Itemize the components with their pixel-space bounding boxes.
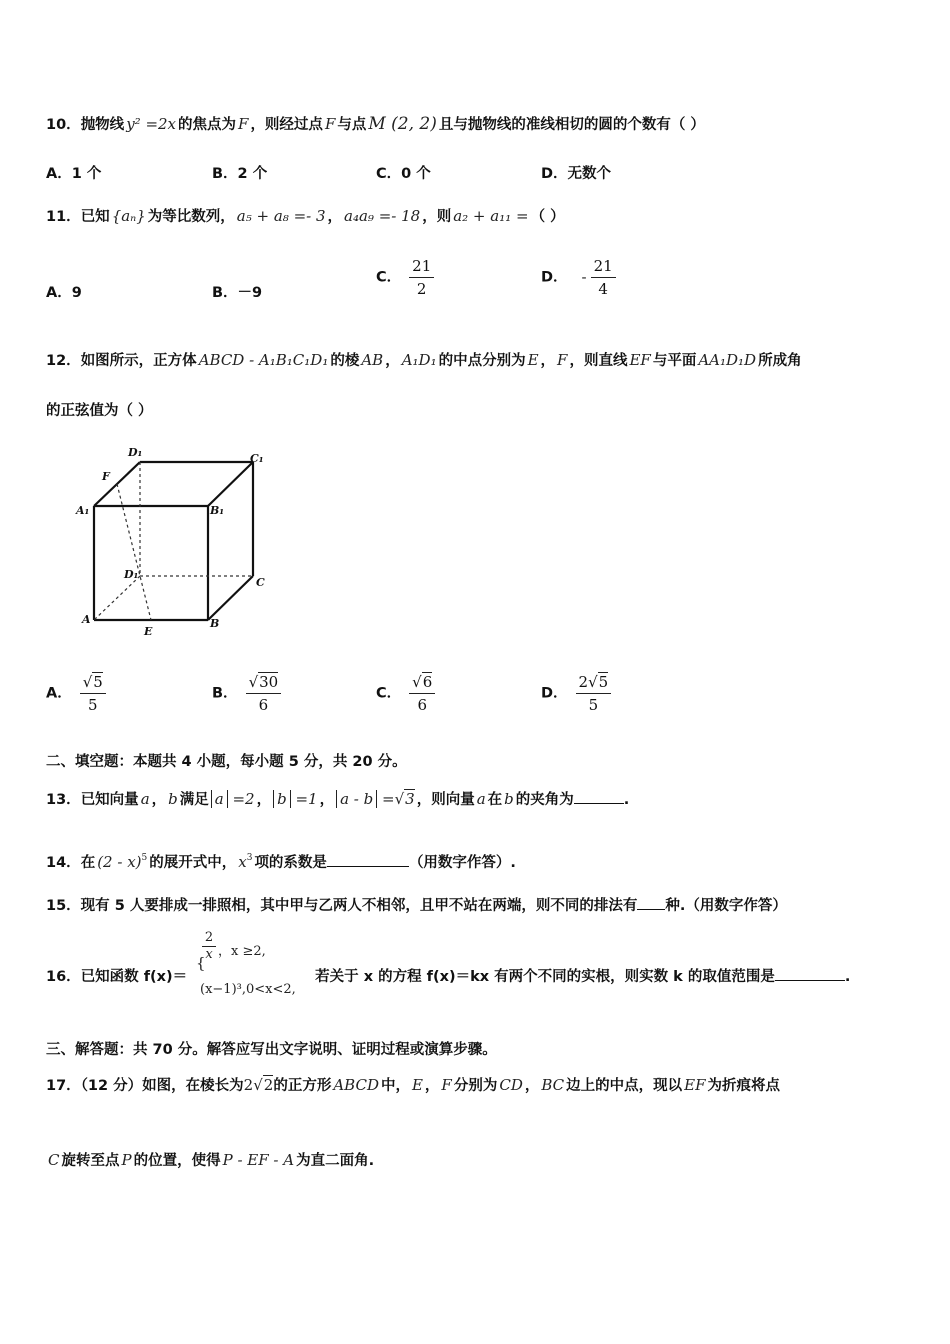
label-b1: B₁: [210, 504, 225, 517]
fraction: $\frac{21}{4}$: [591, 255, 616, 300]
q16-number: 16．: [46, 969, 81, 985]
label-d1-mid: D₁: [124, 568, 139, 581]
fraction: $\frac{√5}{5}$: [80, 671, 106, 716]
label-e: E: [144, 625, 153, 638]
fraction: $\frac{√30}{6}$: [246, 671, 282, 716]
q11-option-d[interactable]: D． - $\frac{21}{4}$: [541, 255, 616, 300]
q10-parabola-eq: y² =2x: [126, 115, 177, 133]
q17-stem: 17．（12 分）如图，在棱长为2√2的正方形 ABCD 中， E ， F 分别为 CD ， BC 边上的中点，现以 EF 为折痕将点: [46, 1076, 780, 1094]
q13-answer-blank[interactable]: [574, 789, 624, 804]
q11-stem: 11．已知 {aₙ} 为等比数列， a₅ + a₈ =- 3 ， a₄a₉ =- 18 ，则 a₂ + a₁₁ = （ ）: [46, 207, 565, 225]
cube-hidden-edge: [94, 576, 140, 620]
label-a1: A₁: [76, 504, 90, 517]
fraction: $\frac{21}{2}$: [409, 255, 434, 300]
q12-stem-line2: 的正弦值为（ ）: [46, 403, 153, 419]
q10-stem: 10．抛物线 y² =2x 的焦点为 F ，则经过点 F 与点 M (2, 2) 且与抛物线的准线相切的圆的个数有（ ）: [46, 114, 705, 134]
cube-figure: [60, 440, 290, 640]
cube-edge: [208, 576, 253, 620]
cube-edge: [208, 462, 253, 506]
q10-option-a[interactable]: A．1 个: [46, 166, 102, 182]
q12-option-d[interactable]: D． $\frac{2√5}{5}$: [541, 671, 611, 716]
q12-option-c[interactable]: C． $\frac{√6}{6}$: [376, 671, 435, 716]
q11-option-a[interactable]: A．9: [46, 285, 82, 301]
q13-number: 13．: [46, 792, 81, 808]
q10-option-d[interactable]: D．无数个: [541, 166, 612, 182]
q16-answer-blank[interactable]: [775, 966, 845, 981]
q14-number: 14．: [46, 855, 81, 871]
q10-option-b[interactable]: B．2 个: [212, 166, 268, 182]
q10-option-c[interactable]: C．0 个: [376, 166, 431, 182]
q11-option-b[interactable]: B．－9: [212, 285, 263, 301]
q12-option-b[interactable]: B． $\frac{√30}{6}$: [212, 671, 281, 716]
section-2-heading: 二、填空题：本题共 4 小题，每小题 5 分，共 20 分。: [46, 754, 407, 770]
q12-option-a[interactable]: A． $\frac{√5}{5}$: [46, 671, 106, 716]
label-d1-top: D₁: [128, 446, 143, 459]
q11-option-c[interactable]: C． $\frac{21}{2}$: [376, 255, 434, 300]
q14-stem: 14．在 (2 - x)$^5$ 的展开式中， $x^3$ 项的系数是 （用数字作答）.: [46, 853, 516, 871]
q16-stem: 16．已知函数 f(x)＝ 若关于 x 的方程 f(x)＝kx 有两个不同的实根，则实数 k 的取值范围是 .: [46, 966, 850, 987]
q12-number: 12．: [46, 353, 81, 369]
label-f: F: [102, 470, 110, 483]
q10-number: 10．: [46, 117, 81, 133]
q11-number: 11．: [46, 209, 81, 225]
q13-stem: 13．已知向量 a ， b 满足 a =2 ， b =1 ， a - b =√3 ，则向量 a 在 b 的夹角为 .: [46, 790, 630, 808]
q14-answer-blank[interactable]: [327, 852, 409, 867]
q12-stem: 12．如图所示，正方体 ABCD - A₁B₁C₁D₁ 的棱 AB ， A₁D₁ 的中点分别为 E ， F ，则直线 EF 与平面 AA₁D₁D 所成角: [46, 351, 802, 369]
q10-point-m: M (2, 2): [368, 114, 437, 134]
fraction: $\frac{√6}{6}$: [409, 671, 435, 716]
q15-answer-blank[interactable]: [637, 895, 665, 910]
label-c1: C₁: [250, 452, 264, 465]
label-c: C: [256, 576, 265, 589]
q17-number: 17．: [46, 1078, 81, 1094]
q15-stem: 15．现有 5 人要排成一排照相，其中甲与乙两人不相邻，且甲不站在两端，则不同的排法有 种.（用数字作答）: [46, 895, 787, 916]
fraction: $\frac{2√5}{5}$: [576, 671, 612, 716]
section-3-heading: 三、解答题：共 70 分。解答应写出文字说明、证明过程或演算步骤。: [46, 1042, 497, 1058]
segment-ef: [117, 484, 151, 620]
label-b: B: [210, 617, 220, 630]
label-a: A: [82, 613, 91, 626]
q17-stem-line2: C 旋转至点 P 的位置，使得 P - EF - A 为直二面角.: [48, 1151, 375, 1169]
